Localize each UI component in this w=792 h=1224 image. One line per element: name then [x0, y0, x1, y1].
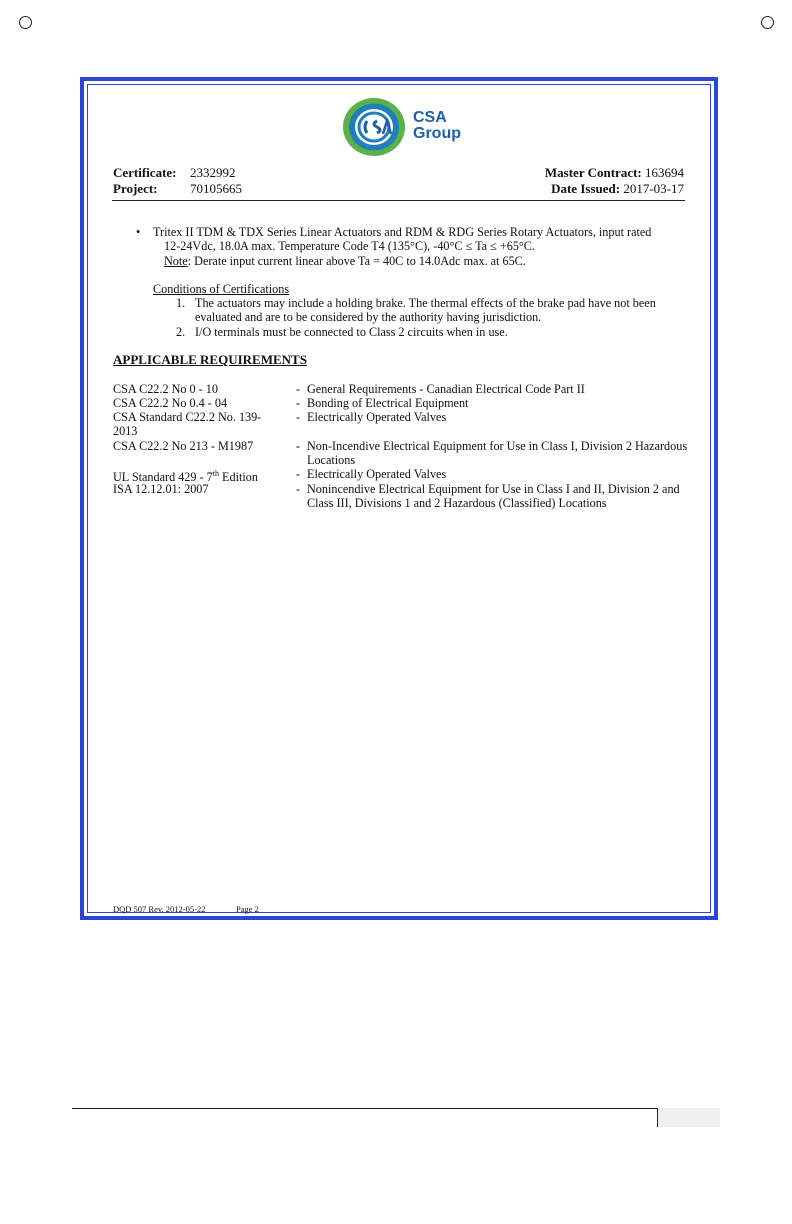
requirement-dash: - [296, 396, 301, 410]
requirement-description: Bonding of Electrical Equipment [307, 396, 469, 410]
requirement-standard-sup: th [212, 469, 219, 478]
requirement-description: Nonincendive Electrical Equipment for Use in Class I and II, Division 2 and Class III, Divisions 1 and 2 Hazardous (Classified) Locations [307, 482, 680, 510]
project-value: 70105665 [190, 181, 242, 196]
document-code: DQD 507 Rev. 2012-05-22 [113, 904, 206, 914]
certificate-value: 2332992 [190, 165, 236, 180]
date-issued-value: 2017-03-17 [623, 181, 684, 196]
condition-2-line-1: I/O terminals must be connected to Class 2 circuits when in use. [195, 325, 508, 339]
requirement-description: General Requirements - Canadian Electrical Code Part II [307, 382, 585, 396]
requirement-standard: CSA Standard C22.2 No. 139-2013 [113, 410, 262, 438]
requirement-standard: CSA C22.2 No 213 - M1987 [113, 439, 254, 453]
requirement-dash: - [296, 482, 301, 496]
logo-text-csa: CSA [413, 109, 447, 126]
page-number-box [657, 1108, 720, 1127]
master-contract-value: 163694 [645, 165, 684, 180]
certificate-field [113, 165, 177, 181]
product-line-2: 12-24Vdc, 18.0A max. Temperature Code T4 (135°C), -40°C ≤ Ta ≤ +65°C. [164, 239, 535, 253]
requirement-standard: CSA C22.2 No 0 - 10 [113, 382, 218, 396]
date-issued-label: Date Issued: [551, 181, 621, 196]
requirement-dash: - [296, 467, 301, 481]
binder-hole-right [761, 16, 774, 29]
requirement-standard-suffix: Edition [218, 470, 258, 485]
condition-1-line-1: The actuators may include a holding brake. The thermal effects of the brake pad have not been [195, 296, 656, 310]
condition-2-num: 2. [176, 325, 186, 339]
requirement-description: Non-Incendive Electrical Equipment for Use in Class I, Division 2 Hazardous Locations [307, 439, 688, 467]
header-rule [112, 200, 685, 201]
product-note [164, 254, 526, 268]
logo-text-group: Group [413, 125, 461, 142]
note-text: : Derate input current linear above Ta = 40C to 14.0Adc max. at 65C. [187, 254, 526, 268]
master-contract-field [545, 165, 684, 181]
conditions-title: Conditions of Certifications [153, 282, 290, 296]
csa-seal-icon [341, 94, 411, 160]
requirement-standard: CSA C22.2 No 0.4 - 04 [113, 396, 228, 410]
requirements-title: APPLICABLE REQUIREMENTS [113, 352, 307, 367]
product-bullet: • [136, 225, 141, 239]
project-label: Project: [113, 181, 158, 196]
master-contract-label: Master Contract: [544, 165, 642, 180]
csa-group-logo [341, 94, 461, 160]
requirement-standard-text: UL Standard 429 - 7 [113, 470, 213, 485]
condition-1-num: 1. [176, 296, 186, 310]
requirement-dash: - [296, 382, 301, 396]
requirement-description: Electrically Operated Valves [307, 410, 447, 424]
project-field [113, 181, 158, 197]
page-number: Page 2 [236, 904, 259, 914]
page-footer-rule [72, 1108, 720, 1109]
date-issued-field [551, 181, 684, 197]
requirement-standard: ISA 12.12.01: 2007 [113, 482, 209, 496]
requirement-description: Electrically Operated Valves [307, 467, 447, 481]
certificate-label: Certificate: [113, 165, 177, 180]
product-line-1: Tritex II TDM & TDX Series Linear Actuators and RDM & RDG Series Rotary Actuators, input rated [153, 225, 652, 239]
condition-1-line-2: evaluated and are to be considered by the authority having jurisdiction. [195, 310, 542, 324]
requirement-dash: - [296, 410, 301, 424]
binder-hole-left [19, 16, 32, 29]
note-label: Note [164, 254, 188, 268]
requirement-dash: - [296, 439, 301, 453]
